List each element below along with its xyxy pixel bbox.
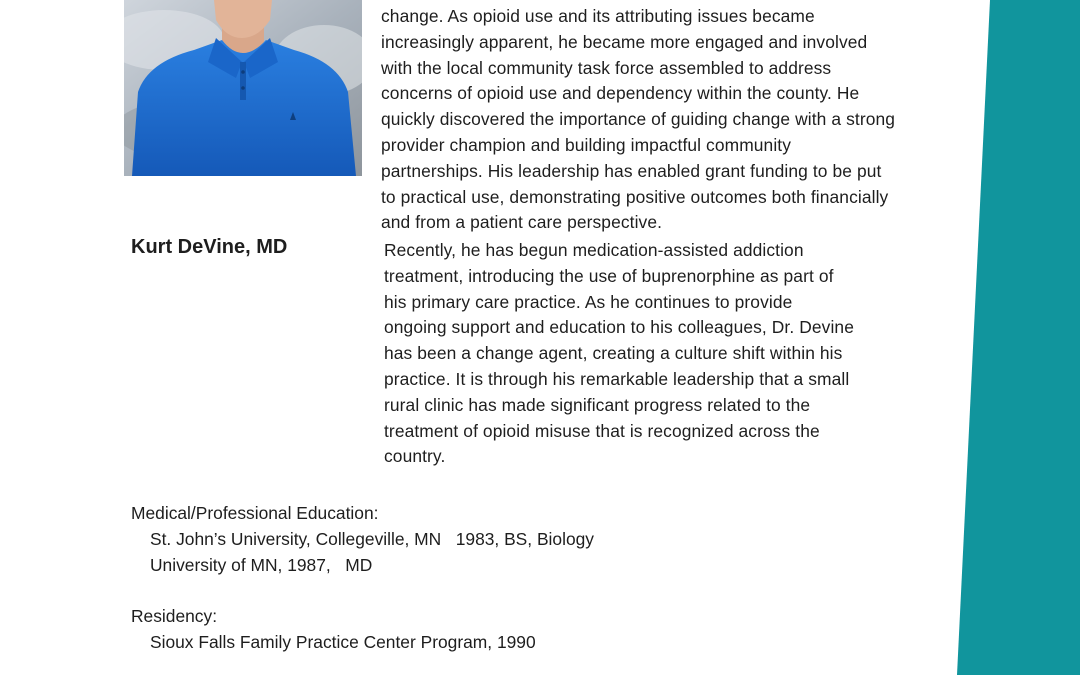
- residency-heading: Residency:: [131, 606, 218, 626]
- bio-line: change. As opioid use and its attributing issues became: [381, 6, 815, 26]
- education-heading: Medical/Professional Education:: [131, 503, 379, 523]
- residency-section: [131, 604, 536, 656]
- bio-line: country.: [384, 446, 446, 467]
- bio-line: partnerships. His leadership has enabled grant funding to be put: [381, 160, 882, 181]
- bio-line: provider champion and building impactful community: [381, 134, 792, 155]
- bio-line: concerns of opioid use and dependency within the county. He: [381, 83, 860, 104]
- bio-line: treatment, introducing the use of buprenorphine as part of: [384, 265, 834, 286]
- bio-line: quickly discovered the importance of guiding change with a strong: [381, 109, 896, 130]
- education-item: University of MN, 1987, MD: [150, 554, 373, 575]
- bio-line: Recently, he has begun medication-assisted addiction: [384, 240, 804, 260]
- education-section: [131, 501, 594, 578]
- bio-line: rural clinic has made significant progress related to the: [384, 394, 811, 415]
- bio-line: has been a change agent, creating a culture shift within his: [384, 343, 843, 364]
- bio-line: increasingly apparent, he became more engaged and involved: [381, 31, 868, 52]
- bio-line: his primary care practice. As he continues to provide: [384, 291, 793, 312]
- person-name: Kurt DeVine, MD: [131, 236, 288, 258]
- bio-line: and from a patient care perspective.: [381, 212, 663, 233]
- education-item: St. John’s University, Collegeville, MN 1983, BS, Biology: [150, 528, 594, 549]
- bio-paragraph-top: [381, 4, 961, 236]
- bio-paragraph-bottom: [384, 238, 944, 470]
- bio-line: with the local community task force assembled to address: [381, 57, 832, 78]
- bio-line: ongoing support and education to his colleagues, Dr. Devine: [384, 317, 854, 338]
- bio-line: to practical use, demonstrating positive outcomes both financially: [381, 186, 889, 207]
- bio-line: treatment of opioid misuse that is recognized across the: [384, 420, 820, 441]
- profile-photo: [124, 0, 362, 176]
- residency-item: Sioux Falls Family Practice Center Program, 1990: [150, 631, 536, 652]
- bio-line: practice. It is through his remarkable leadership that a small: [384, 368, 850, 389]
